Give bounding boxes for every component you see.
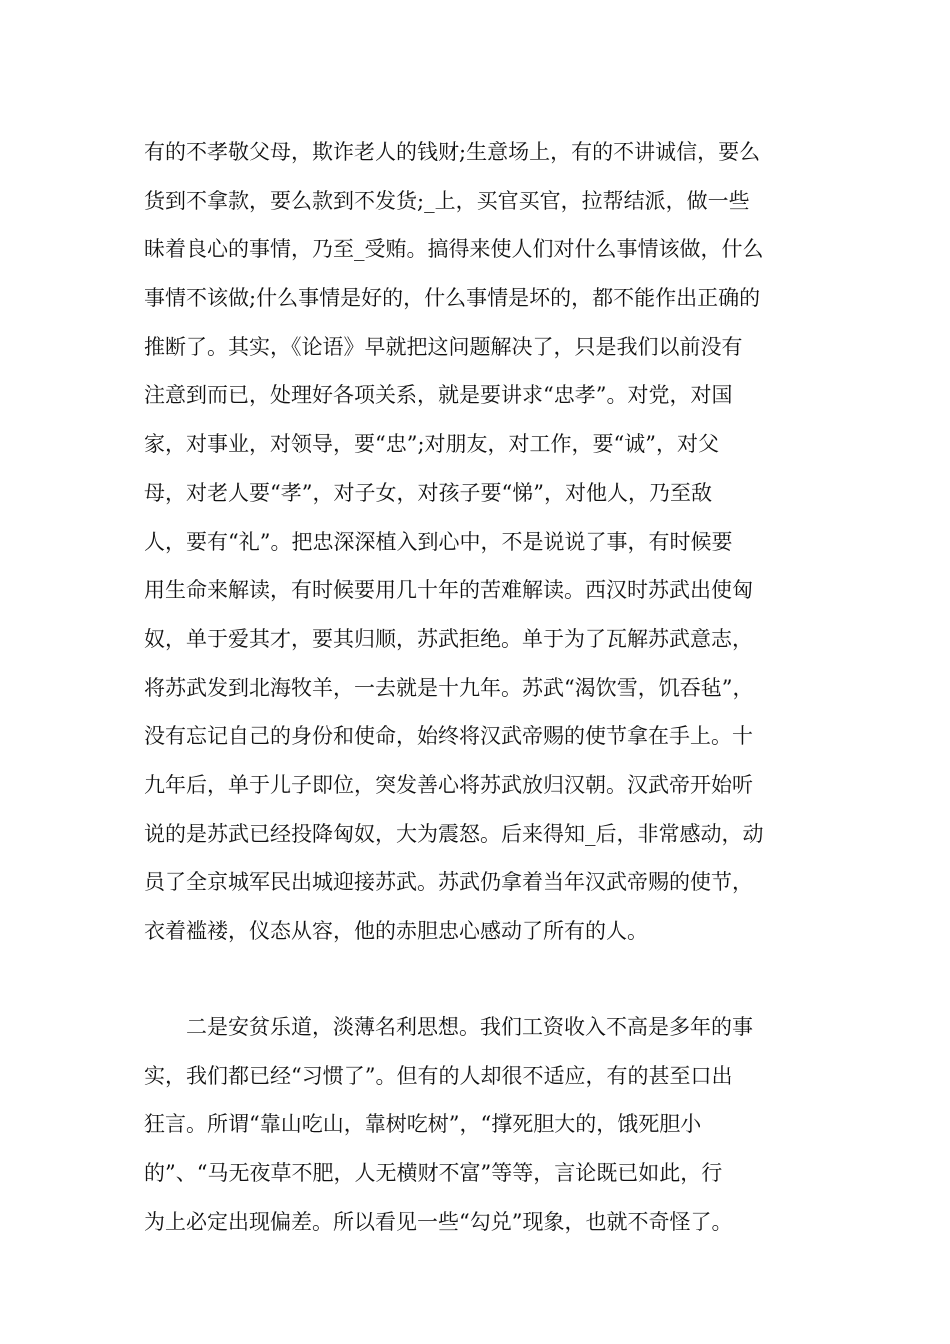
text-line: 人，要有“礼”。把忠深深植入到心中，不是说说了事，有时候要: [144, 529, 733, 554]
text-line: 实，我们都已经“习惯了”。但有的人却很不适应，有的甚至口出: [144, 1063, 733, 1088]
text-line: 衣着褴褛，仪态从容，他的赤胆忠心感动了所有的人。: [144, 919, 648, 943]
text-line: 事情不该做;什么事情是好的，什么事情是坏的，都不能作出正确的: [144, 286, 761, 311]
paragraph-1: [144, 128, 824, 956]
text-line: 母，对老人要“孝”，对子女，对孩子要“悌”，对他人，乃至敌: [144, 480, 712, 505]
text-line: 的”、“马无夜草不肥，人无横财不富”等等，言论既已如此，行: [144, 1161, 723, 1186]
text-line: 将苏武发到北海牧羊，一去就是十九年。苏武“渴饮雪，饥吞毡”，: [144, 675, 754, 700]
text-line: 奴，单于爱其才，要其归顺，苏武拒绝。单于为了瓦解苏武意志，: [144, 626, 753, 651]
text-line: 家，对事业，对领导，要“忠”;对朋友，对工作，要“诚”，对父: [144, 432, 720, 457]
text-line: 有的不孝敬父母，欺诈老人的钱财;生意场上，有的不讲诚信，要么: [144, 140, 761, 164]
text-line: 用生命来解读，有时候要用几十年的苦难解读。西汉时苏武出使匈: [144, 578, 753, 603]
text-line: 说的是苏武已经投降匈奴，大为震怒。后来得知_后，非常感动，动: [144, 821, 764, 846]
text-line: 注意到而已，处理好各项关系，就是要讲求“忠孝”。对党，对国: [144, 383, 733, 408]
text-line: 货到不拿款，要么款到不发货;_上，买官买官，拉帮结派，做一些: [144, 188, 750, 213]
text-line: 二是安贫乐道，淡薄名利思想。我们工资收入不高是多年的事: [186, 1015, 753, 1039]
text-line: 没有忘记自己的身份和使命，始终将汉武帝赐的使节拿在手上。十: [144, 724, 753, 749]
text-line: 昧着良心的事情，乃至_受贿。搞得来使人们对什么事情该做，什么: [144, 237, 764, 262]
text-line: 狂言。所谓“靠山吃山，靠树吃树”，“撑死胆大的，饿死胆小: [144, 1112, 702, 1137]
text-line: 员了全京城军民出城迎接苏武。苏武仍拿着当年汉武帝赐的使节，: [144, 870, 753, 895]
paragraph-2: [144, 1003, 824, 1246]
text-line: 推断了。其实，《论语》早就把这问题解决了，只是我们以前没有: [144, 334, 743, 359]
text-line: 为上必定出现偏差。所以看见一些“勾兑”现象，也就不奇怪了。: [144, 1209, 733, 1234]
text-line: 九年后，单于儿子即位，突发善心将苏武放归汉朝。汉武帝开始听: [144, 772, 753, 797]
